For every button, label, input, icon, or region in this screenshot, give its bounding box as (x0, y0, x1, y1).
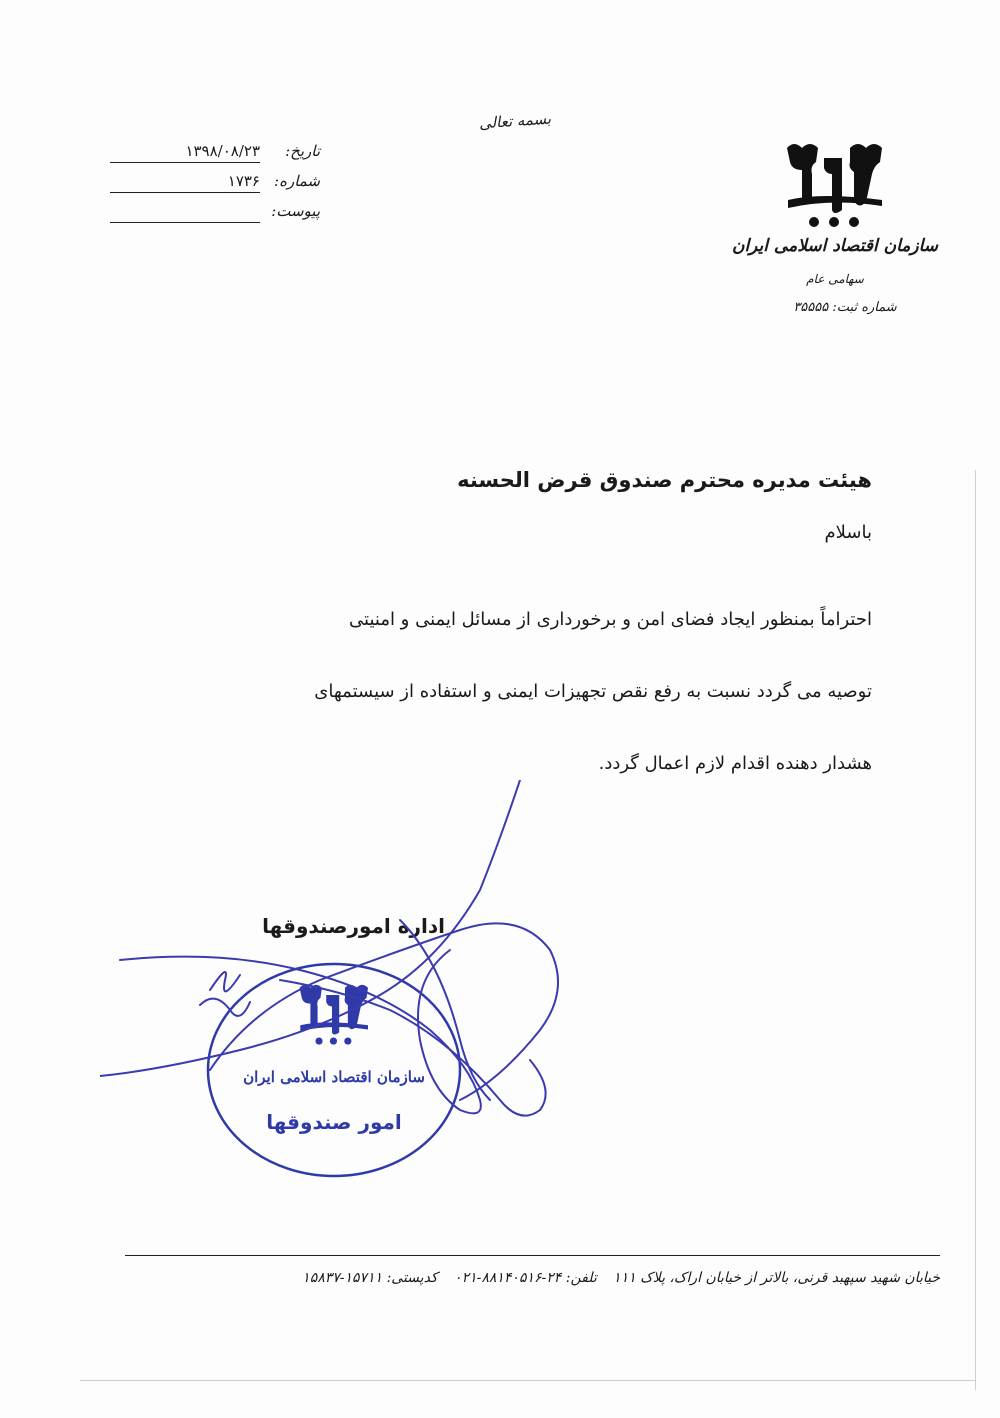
meta-date-underline (110, 162, 260, 163)
organization-registration-number: شماره ثبت: ۳۵۵۵۵ (793, 300, 897, 315)
paragraph-line: هشدار دهنده اقدام لازم اعمال گردد. (598, 753, 872, 774)
meta-date-label: تاریخ: (285, 142, 320, 160)
meta-number-row (110, 170, 320, 200)
stamp-organization-text: سازمان اقتصاد اسلامی ایران (243, 1068, 425, 1086)
footer-postal-code: کدپستی: ۱۵۷۱۱-۱۵۸۳۷ (302, 1270, 438, 1286)
paragraph-line: توصیه می گردد نسبت به رفع نقص تجهیزات ایمنی و استفاده از سیستمهای (314, 681, 872, 702)
letter-addressee: هیئت مدیره محترم صندوق قرض الحسنه (457, 468, 872, 492)
letter-greeting: باسلام (824, 522, 872, 543)
scan-edge-right (975, 470, 976, 1390)
bismeh-heading: بسمه تعالی (478, 109, 552, 133)
stamp-department-text: امور صندوقها (266, 1110, 402, 1134)
letter-meta (110, 140, 320, 230)
meta-date-value: ۱۳۹۸/۰۸/۲۳ (185, 142, 260, 160)
signing-department: اداره امورصندوقها (262, 914, 445, 938)
meta-number-underline (110, 192, 260, 193)
organization-header (730, 140, 940, 340)
footer-phone: تلفن: ۲۴-۸۸۱۴۰۵۱۶-۰۲۱ (454, 1270, 597, 1286)
meta-attachment-underline (110, 222, 260, 223)
organization-logo-icon (782, 140, 887, 230)
organization-name: سازمان اقتصاد اسلامی ایران (731, 236, 939, 256)
meta-number-value: ۱۷۳۶ (227, 172, 260, 190)
meta-date-row (110, 140, 320, 170)
meta-number-label: شماره: (274, 172, 320, 190)
organization-type: سهامی عام (806, 272, 864, 286)
handwritten-signature (100, 780, 600, 1140)
meta-attachment-row (110, 200, 320, 230)
footer-address: خیابان شهید سپهبد قرنی، بالاتر از خیابان اراک، پلاک ۱۱۱ (613, 1270, 940, 1286)
scan-edge-bottom (80, 1380, 975, 1381)
paragraph-line: احتراماً بمنظور ایجاد فضای امن و برخورداری از مسائل ایمنی و امنیتی (349, 609, 872, 630)
letter-footer (125, 1270, 940, 1286)
footer-divider (125, 1255, 940, 1256)
meta-attachment-label: پیوست: (271, 202, 320, 220)
